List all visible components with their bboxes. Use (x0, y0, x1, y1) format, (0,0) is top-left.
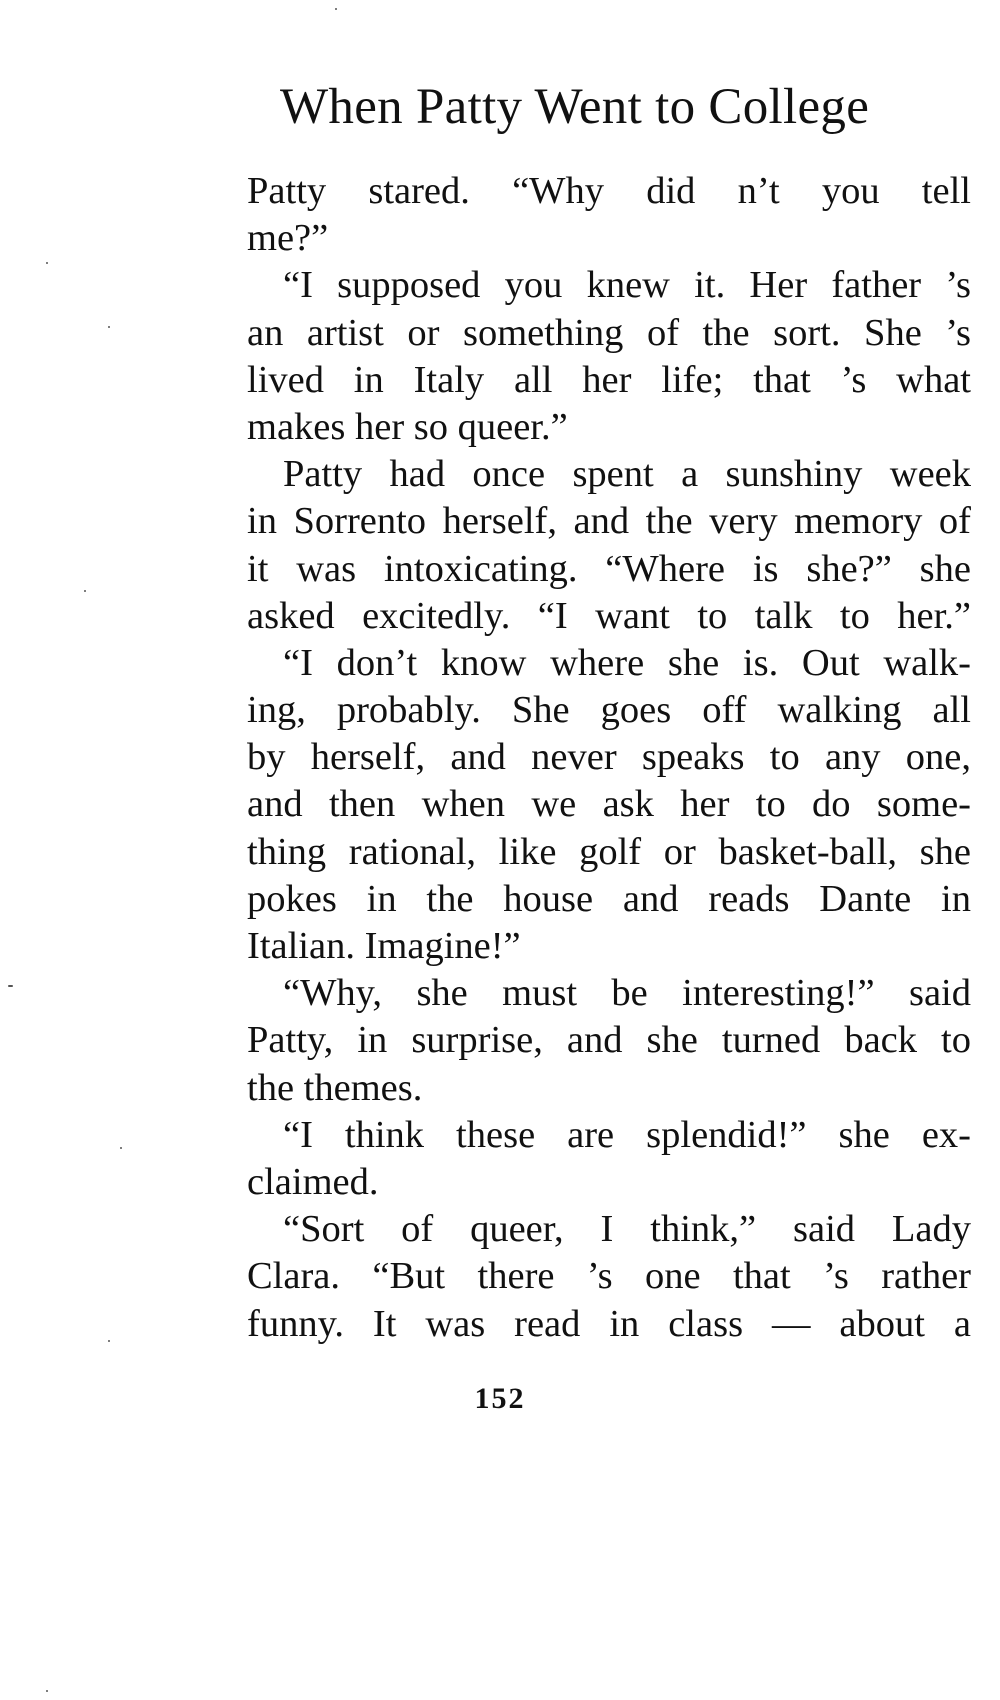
scan-speck (120, 1147, 122, 1149)
scan-speck (335, 8, 337, 10)
text-line: Patty, in surprise, and she turned back to (247, 1019, 971, 1062)
text-line: makes her so queer.” (247, 405, 568, 448)
body-text (247, 168, 971, 1348)
scan-speck (46, 1690, 48, 1692)
text-line: me?” (247, 217, 329, 260)
text-line: an artist or something of the sort. She ’s (247, 311, 971, 354)
text-line: Clara. “But there ’s one that ’s rather (247, 1255, 971, 1298)
text-line: “I think these are splendid!” she ex- (283, 1113, 971, 1156)
text-line: pokes in the house and reads Dante in (247, 877, 971, 920)
text-line: Patty stared. “Why did n’t you tell (247, 170, 971, 212)
text-line: the themes. (247, 1066, 423, 1109)
text-line: “I don’t know where she is. Out walk- (283, 641, 971, 684)
text-line: asked excitedly. “I want to talk to her.” (247, 594, 971, 637)
text-line: ing, probably. She goes off walking all (247, 689, 971, 732)
text-line: by herself, and never speaks to any one, (247, 736, 971, 779)
page-number: 152 (474, 1382, 526, 1415)
text-line: “I supposed you knew it. Her father ’s (283, 264, 971, 307)
text-line: lived in Italy all her life; that ’s what (247, 358, 971, 401)
scan-speck (8, 985, 13, 987)
text-line: thing rational, like golf or basket-ball, she (247, 830, 971, 873)
text-line: and then when we ask her to do some- (247, 783, 971, 826)
text-line: Patty had once spent a sunshiny week (283, 453, 971, 496)
text-line: funny. It was read in class — about a (247, 1302, 971, 1345)
text-line: in Sorrento herself, and the very memory of (247, 500, 971, 543)
text-line: Italian. Imagine!” (247, 925, 521, 967)
text-line: “Sort of queer, I think,” said Lady (283, 1208, 971, 1251)
scan-speck (84, 590, 86, 592)
running-head: When Patty Went to College (280, 79, 870, 135)
scan-speck (108, 1340, 110, 1342)
text-line: “Why, she must be interesting!” said (283, 972, 971, 1015)
scan-speck (46, 262, 48, 264)
scan-speck (108, 326, 110, 328)
text-line: it was intoxicating. “Where is she?” she (247, 547, 971, 590)
text-line: claimed. (247, 1160, 379, 1203)
